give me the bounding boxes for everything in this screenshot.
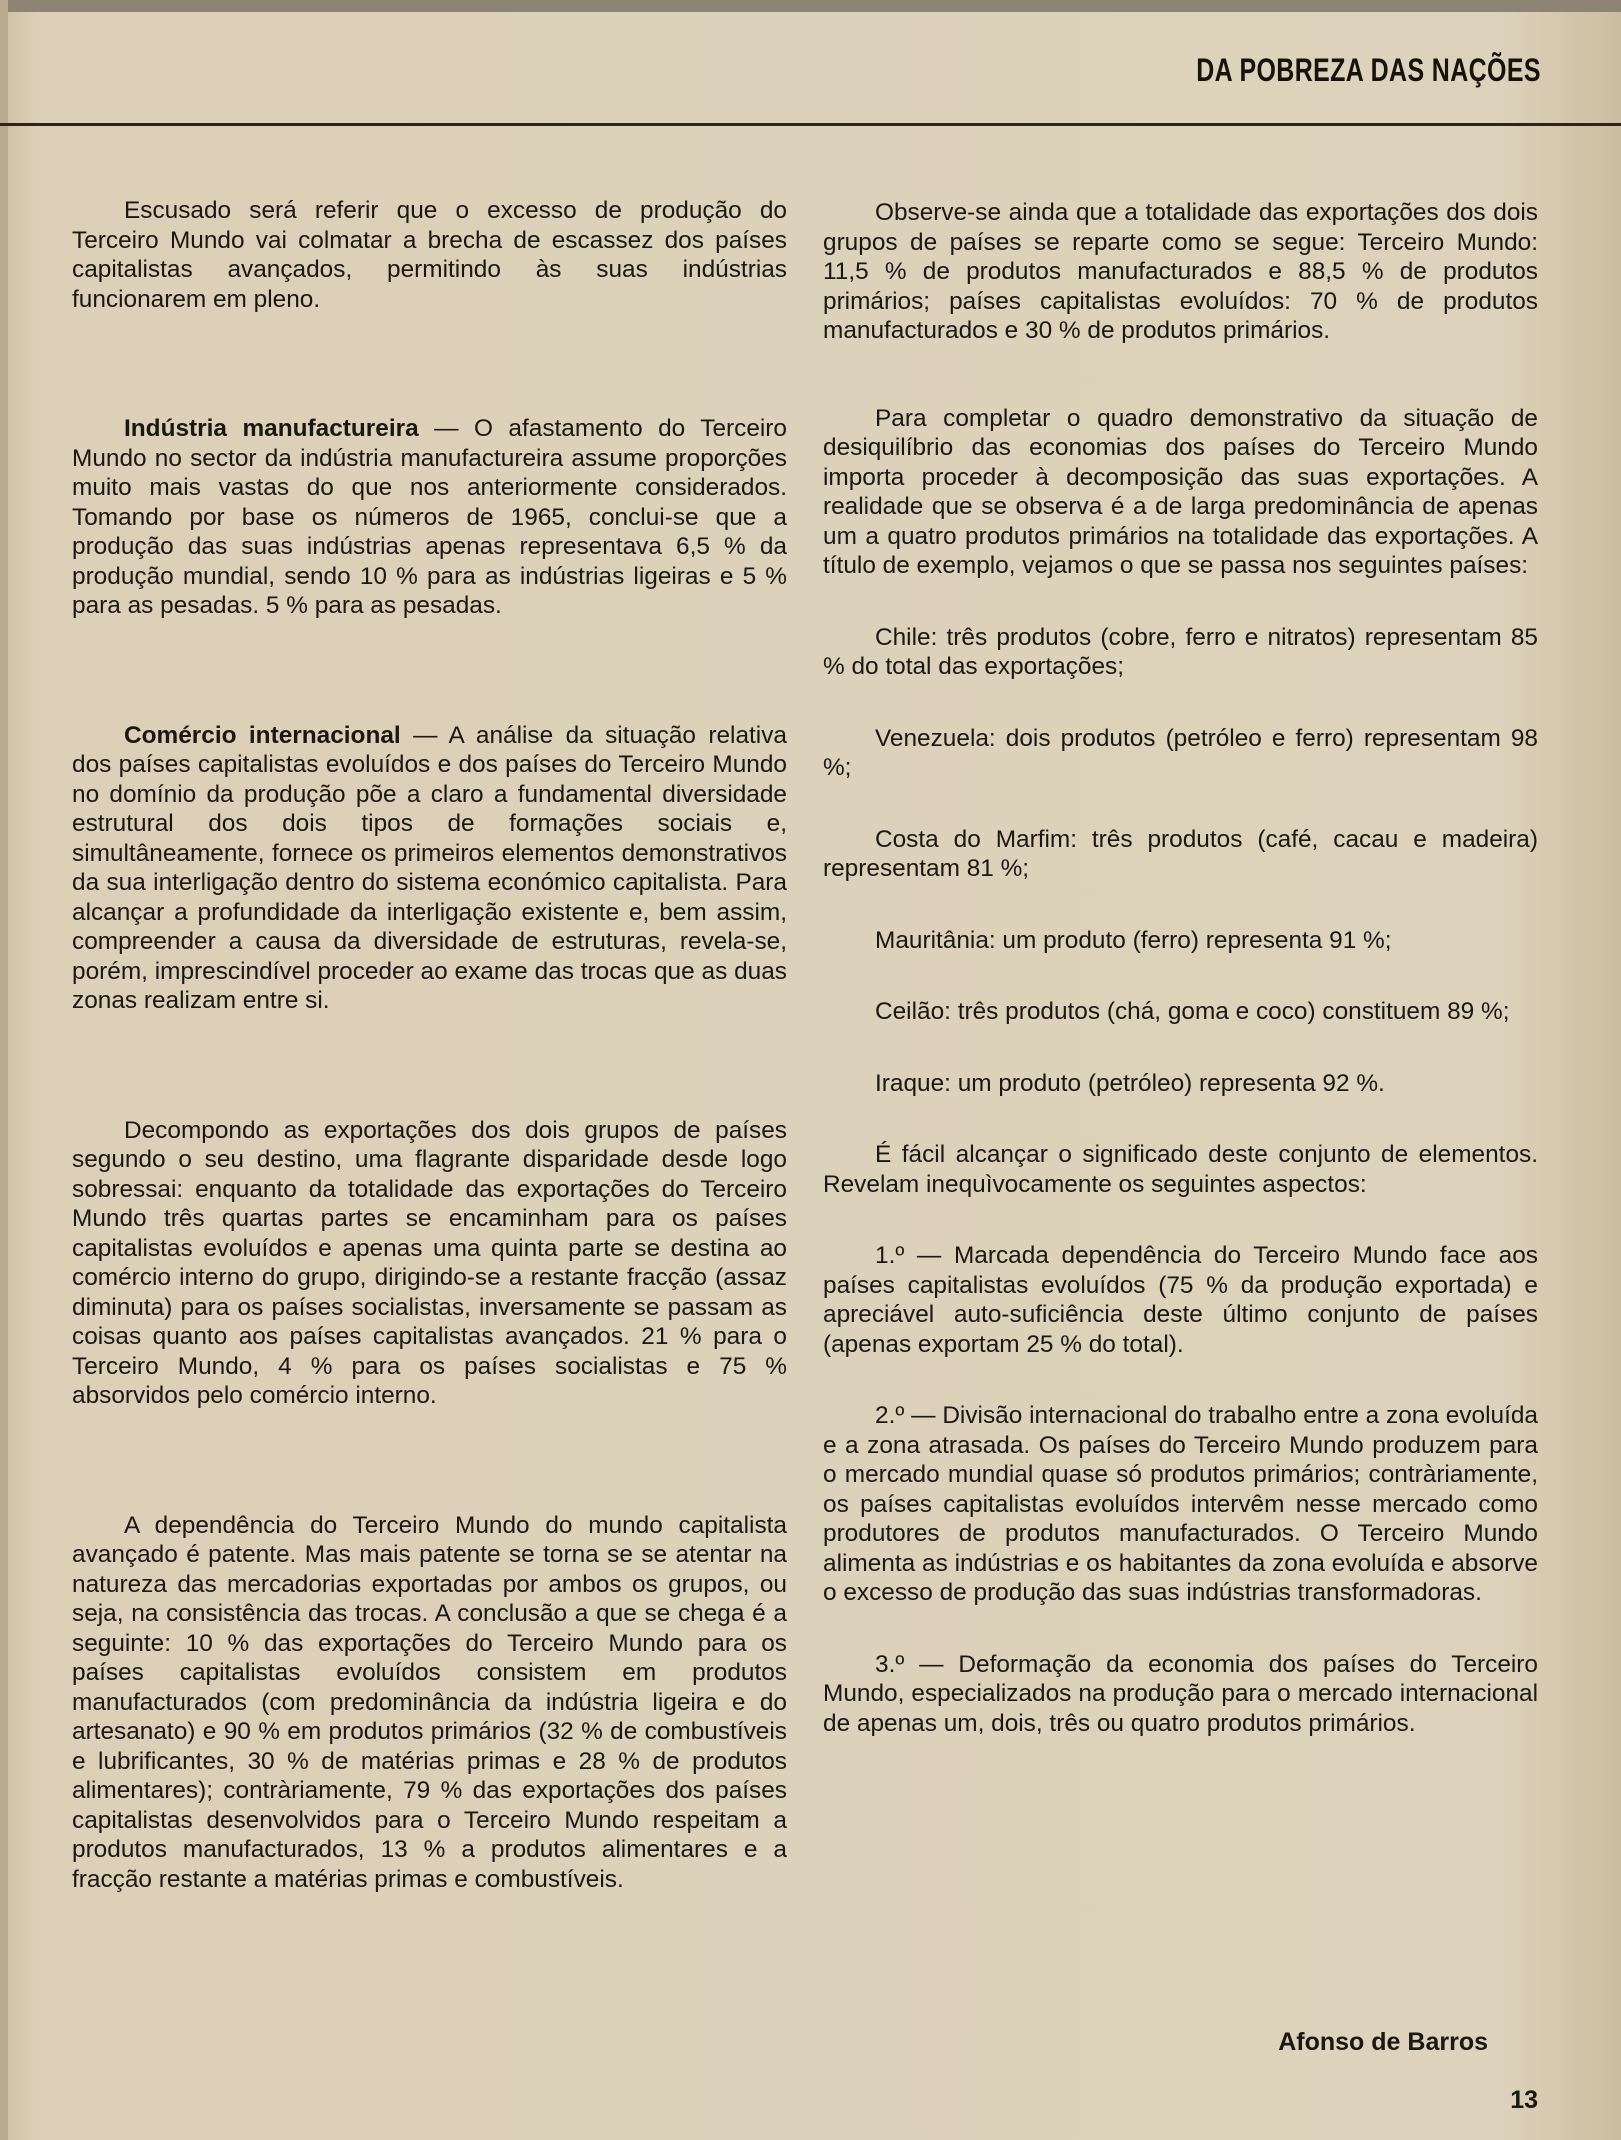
paragraph-export-destinations: Decompondo as exportações dos dois grupos de países segundo o seu destino, uma flagrante disparidade desde logo sobressai: enquanto da totalidade das exportações do Terceiro Mundo três quartas partes se encaminham para os países capitalistas evoluídos e apenas uma quinta parte se destina ao comércio interno do grupo, dirigindo-se a restante fracção (assaz diminuta) para os países socialistas, inversamente se passam as coisas quanto aos países capitalistas avançados. 21 % para o Terceiro Mundo, 4 % para os países socialistas e 75 % absorvidos pelo comércio interno. (72, 1116, 787, 1409)
author-signature: Afonso de Barros (1278, 2028, 1488, 2056)
paragraph-chile: Chile: três produtos (cobre, ferro e nitratos) representam 85 % do total das exportações; (823, 623, 1538, 680)
paragraph-ivory-coast: Costa do Marfim: três produtos (café, cacau e madeira) representam 81 %; (823, 825, 1538, 882)
section-heading-manufacturing: Indústria manufactureira (124, 415, 419, 442)
paragraph-export-decomposition: Para completar o quadro demonstrativo da situação de desiquilíbrio das economias dos países do Terceiro Mundo importa proceder à decomposição das suas exportações. A realidade que se observa é a de larga predominância de apenas um a quatro produtos primários na totalidade das exportações. A título de exemplo, vejamos o que se passa nos seguintes países: (823, 404, 1538, 579)
paragraph-aspect-1: 1.º — Marcada dependência do Terceiro Mundo face aos países capitalistas evoluídos (75 % da produção exportada) e apreciável auto-suficiência deste último conjunto de países (apenas exportam 25 % do total). (823, 1242, 1538, 1358)
paragraph-mauritania: Mauritânia: um produto (ferro) representa 91 %; (875, 926, 1392, 954)
paragraph-international-trade (72, 721, 787, 1016)
manufacturing-text: — O afastamento do Terceiro Mundo no sector da indústria manufactureira assume proporções muito mais vastas do que nos anteriormente considerados. Tomando por base os números de 1965, conclui-se que a produção das suas indústrias apenas representava 6,5 % da produção mundial, sendo 10 % para as indústrias ligeiras e 5 % para as pesadas. 5 % para as pesadas. (72, 415, 787, 619)
paragraph-dependence: A dependência do Terceiro Mundo do mundo capitalista avançado é patente. Mas mais patente se torna se se atentar na natureza das mercadorias exportadas por ambos os grupos, ou seja, na consistência das trocas. A conclusão a que se chega é a seguinte: 10 % das exportações do Terceiro Mundo para os países capitalistas evoluídos consistem em produtos manufacturados (com predominância da indústria ligeira e do artesanato) e 90 % em produtos primários (32 % de combustíveis e lubrificantes, 30 % de matérias primas e 28 % de produtos alimentares); contràriamente, 79 % das exportações dos países capitalistas desenvolvidos para o Terceiro Mundo respeitam a produtos manufacturados, 13 % a produtos alimentares e a fracção restante a matérias primas e combustíveis. (72, 1511, 787, 1893)
left-column (72, 196, 787, 1894)
paragraph-aspects-intro: É fácil alcançar o significado deste conjunto de elementos. Revelam inequìvocamente os seguintes aspectos: (823, 1141, 1538, 1198)
page-top-edge (0, 0, 1621, 12)
paragraph-manufacturing (72, 414, 787, 621)
paragraph-venezuela: Venezuela: dois produtos (petróleo e ferro) representam 98 %; (823, 724, 1538, 781)
paragraph-export-totals: Observe-se ainda que a totalidade das exportações dos dois grupos de países se reparte como se segue: Terceiro Mundo: 11,5 % de produtos manufacturados e 88,5 % de produtos primários; países capitalistas evoluídos: 70 % de produtos manufacturados e 30 % de produtos primários. (823, 199, 1538, 344)
paragraph-ceylon: Ceilão: três produtos (chá, goma e coco) constituem 89 %; (875, 998, 1510, 1025)
paragraph-aspect-3: 3.º — Deformação da economia dos países do Terceiro Mundo, especializados na produção para o mercado internacional de apenas um, dois, três ou quatro produtos primários. (823, 1650, 1538, 1737)
paragraph-excess-production: Escusado será referir que o excesso de produção do Terceiro Mundo vai colmatar a brecha de escassez dos países capitalistas avançados, permitindo às suas indústrias funcionarem em pleno. (72, 197, 787, 313)
paragraph-iraq: Iraque: um produto (petróleo) representa 92 %. (875, 1069, 1385, 1097)
page-left-edge (0, 0, 8, 2140)
page-number: 13 (1510, 2086, 1538, 2114)
right-column (823, 198, 1538, 1738)
paragraph-aspect-2: 2.º — Divisão internacional do trabalho entre a zona evoluída e a zona atrasada. Os países do Terceiro Mundo produzem para o mercado mundial quase só produtos primários; contràriamente, os países capitalistas evoluídos intervêm nesse mercado como produtores de produtos manufacturados. O Terceiro Mundo alimenta as indústrias e os habitantes da zona evoluída e absorve o excesso de produção das suas indústrias transformadoras. (823, 1402, 1538, 1606)
international-trade-text: — A análise da situação relativa dos países capitalistas evoluídos e dos países do Terceiro Mundo no domínio da produção põe a claro a fundamental diversidade estrutural dos dois tipos de formações sociais e, simultâneamente, fornece os primeiros elementos demonstrativos da sua interligação dentro do sistema económico capitalista. Para alcançar a profundidade da interligação existente e, bem assim, compreender a causa da diversidade de estruturas, revela-se, porém, imprescindível proceder ao exame das trocas que as duas zonas realizam entre si. (72, 721, 787, 1014)
running-header-title: DA POBREZA DAS NAÇÕES (1196, 52, 1541, 88)
section-heading-international-trade: Comércio internacional (124, 721, 401, 749)
header-rule (0, 123, 1621, 126)
